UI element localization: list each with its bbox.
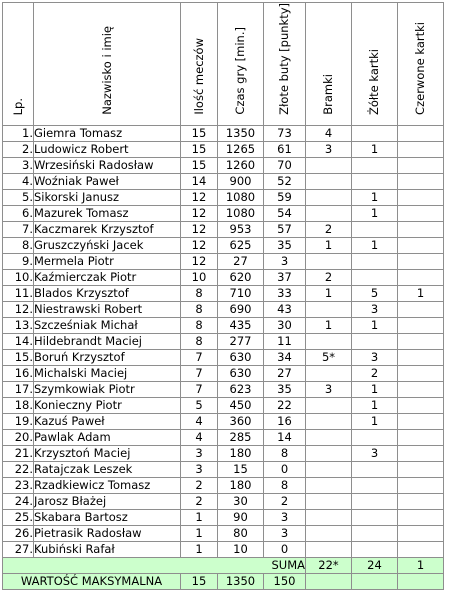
cell-time: 1260 [218,158,264,174]
cell-golden-boots: 61 [264,142,306,158]
cell-player-name: Skabara Bartosz [34,510,181,526]
sum-row [3,558,444,574]
cell-yellow-cards: 1 [352,398,398,414]
cell-goals: 2 [306,270,352,286]
cell-lp: 21. [3,446,34,462]
cell-matches: 1 [181,510,218,526]
cell-player-name: Pietrasik Radosław [34,526,181,542]
cell-red-cards [398,526,444,542]
cell-golden-boots: 73 [264,126,306,142]
cell-player-name: Blados Krzysztof [34,286,181,302]
cell-lp: 4. [3,174,34,190]
cell-lp: 2. [3,142,34,158]
cell-time: 630 [218,350,264,366]
cell-matches: 15 [181,158,218,174]
cell-goals: 1 [306,318,352,334]
cell-golden-boots: 8 [264,478,306,494]
cell-time: 435 [218,318,264,334]
cell-yellow-cards [352,526,398,542]
cell-goals [306,302,352,318]
cell-lp: 19. [3,414,34,430]
cell-player-name: Pawlak Adam [34,430,181,446]
header-name: Nazwisko i imię [34,3,181,126]
cell-time: 1080 [218,206,264,222]
cell-matches: 8 [181,286,218,302]
cell-time: 90 [218,510,264,526]
cell-goals: 5* [306,350,352,366]
max-label: WARTOŚĆ MAKSYMALNA [3,574,181,590]
cell-yellow-cards [352,462,398,478]
cell-red-cards [398,126,444,142]
cell-golden-boots: 52 [264,174,306,190]
cell-goals [306,462,352,478]
cell-yellow-cards: 1 [352,190,398,206]
cell-golden-boots: 35 [264,238,306,254]
cell-lp: 23. [3,478,34,494]
cell-golden-boots: 3 [264,526,306,542]
table-row [3,270,444,286]
max-row [3,574,444,590]
header-time: Czas gry [min.] [218,3,264,126]
cell-yellow-cards [352,270,398,286]
cell-yellow-cards: 1 [352,206,398,222]
cell-goals [306,206,352,222]
cell-red-cards [398,206,444,222]
cell-lp: 6. [3,206,34,222]
cell-matches: 8 [181,334,218,350]
cell-matches: 4 [181,430,218,446]
cell-red-cards [398,478,444,494]
cell-red-cards [398,446,444,462]
cell-lp: 1. [3,126,34,142]
header-matches: Ilość meczów [181,3,218,126]
cell-red-cards [398,542,444,558]
cell-lp: 18. [3,398,34,414]
cell-red-cards [398,318,444,334]
cell-goals [306,366,352,382]
cell-matches: 2 [181,494,218,510]
table-row [3,286,444,302]
cell-red-cards [398,494,444,510]
cell-time: 360 [218,414,264,430]
cell-time: 630 [218,366,264,382]
cell-red-cards [398,382,444,398]
cell-red-cards [398,334,444,350]
cell-matches: 14 [181,174,218,190]
cell-matches: 3 [181,446,218,462]
table-row [3,510,444,526]
cell-matches: 7 [181,350,218,366]
cell-yellow-cards [352,334,398,350]
table-row [3,494,444,510]
cell-goals [306,446,352,462]
table-row [3,158,444,174]
cell-lp: 16. [3,366,34,382]
cell-lp: 7. [3,222,34,238]
table-row [3,414,444,430]
cell-red-cards [398,174,444,190]
cell-player-name: Szymkowiak Piotr [34,382,181,398]
cell-time: 1265 [218,142,264,158]
cell-goals: 1 [306,286,352,302]
table-row [3,446,444,462]
sum-label: SUMA [3,558,306,574]
cell-time: 180 [218,446,264,462]
header-golden-boots: Złote buty [punkty] [264,3,306,126]
table-row [3,238,444,254]
cell-lp: 9. [3,254,34,270]
cell-yellow-cards [352,174,398,190]
cell-red-cards [398,270,444,286]
cell-goals [306,254,352,270]
cell-time: 10 [218,542,264,558]
table-row [3,302,444,318]
cell-matches: 12 [181,238,218,254]
sum-yellow-cards: 24 [352,558,398,574]
cell-golden-boots: 2 [264,494,306,510]
cell-matches: 2 [181,478,218,494]
cell-time: 27 [218,254,264,270]
table-row [3,462,444,478]
cell-lp: 20. [3,430,34,446]
cell-lp: 12. [3,302,34,318]
cell-matches: 3 [181,462,218,478]
player-stats-container [2,2,444,590]
cell-lp: 5. [3,190,34,206]
cell-player-name: Kazuś Paweł [34,414,181,430]
cell-lp: 3. [3,158,34,174]
cell-matches: 12 [181,190,218,206]
cell-goals [306,494,352,510]
cell-golden-boots: 14 [264,430,306,446]
cell-goals: 3 [306,382,352,398]
cell-yellow-cards [352,158,398,174]
cell-lp: 24. [3,494,34,510]
cell-matches: 7 [181,382,218,398]
max-time: 1350 [218,574,264,590]
cell-golden-boots: 35 [264,382,306,398]
table-row [3,190,444,206]
cell-yellow-cards: 3 [352,302,398,318]
table-row [3,206,444,222]
cell-red-cards [398,510,444,526]
cell-matches: 7 [181,366,218,382]
cell-goals [306,526,352,542]
cell-lp: 17. [3,382,34,398]
cell-red-cards: 1 [398,286,444,302]
table-row [3,382,444,398]
cell-golden-boots: 11 [264,334,306,350]
max-empty-red [398,574,444,590]
cell-matches: 1 [181,542,218,558]
cell-red-cards [398,254,444,270]
cell-time: 30 [218,494,264,510]
table-row [3,366,444,382]
table-row [3,222,444,238]
cell-player-name: Mermela Piotr [34,254,181,270]
cell-goals: 2 [306,222,352,238]
max-empty-goals [306,574,352,590]
table-body [3,126,444,558]
cell-lp: 26. [3,526,34,542]
cell-goals: 4 [306,126,352,142]
cell-matches: 12 [181,254,218,270]
cell-player-name: Wrzesiński Radosław [34,158,181,174]
cell-matches: 15 [181,142,218,158]
table-row [3,174,444,190]
cell-goals [306,158,352,174]
cell-time: 180 [218,478,264,494]
cell-matches: 4 [181,414,218,430]
max-golden-boots: 150 [264,574,306,590]
cell-red-cards [398,414,444,430]
table-row [3,126,444,142]
cell-time: 690 [218,302,264,318]
cell-time: 620 [218,270,264,286]
cell-golden-boots: 43 [264,302,306,318]
cell-yellow-cards [352,478,398,494]
cell-time: 450 [218,398,264,414]
cell-golden-boots: 3 [264,254,306,270]
cell-player-name: Niestrawski Robert [34,302,181,318]
cell-golden-boots: 33 [264,286,306,302]
cell-player-name: Rzadkiewicz Tomasz [34,478,181,494]
cell-red-cards [398,462,444,478]
cell-matches: 5 [181,398,218,414]
cell-time: 277 [218,334,264,350]
cell-red-cards [398,238,444,254]
cell-golden-boots: 0 [264,462,306,478]
table-row [3,478,444,494]
cell-time: 625 [218,238,264,254]
sum-goals: 22* [306,558,352,574]
cell-lp: 22. [3,462,34,478]
cell-goals [306,398,352,414]
cell-player-name: Kubiński Rafał [34,542,181,558]
cell-yellow-cards: 3 [352,446,398,462]
player-stats-table [2,2,444,590]
cell-yellow-cards [352,542,398,558]
cell-golden-boots: 8 [264,446,306,462]
max-empty-yellow [352,574,398,590]
cell-matches: 12 [181,222,218,238]
cell-time: 900 [218,174,264,190]
cell-lp: 27. [3,542,34,558]
cell-matches: 8 [181,318,218,334]
cell-yellow-cards [352,494,398,510]
cell-time: 710 [218,286,264,302]
cell-goals [306,414,352,430]
cell-golden-boots: 34 [264,350,306,366]
cell-golden-boots: 54 [264,206,306,222]
cell-yellow-cards: 2 [352,366,398,382]
table-row [3,430,444,446]
cell-goals: 1 [306,238,352,254]
cell-red-cards [398,142,444,158]
cell-player-name: Jarosz Błażej [34,494,181,510]
cell-goals [306,510,352,526]
cell-yellow-cards: 1 [352,382,398,398]
cell-player-name: Kaczmarek Krzysztof [34,222,181,238]
cell-player-name: Kaźmierczak Piotr [34,270,181,286]
cell-yellow-cards: 5 [352,286,398,302]
cell-golden-boots: 22 [264,398,306,414]
cell-lp: 8. [3,238,34,254]
cell-yellow-cards [352,222,398,238]
table-row [3,350,444,366]
header-red-cards: Czerwone kartki [398,3,444,126]
sum-red-cards: 1 [398,558,444,574]
cell-golden-boots: 59 [264,190,306,206]
cell-golden-boots: 27 [264,366,306,382]
table-row [3,398,444,414]
cell-time: 285 [218,430,264,446]
cell-red-cards [398,158,444,174]
cell-goals [306,478,352,494]
cell-player-name: Gruszczyński Jacek [34,238,181,254]
cell-golden-boots: 70 [264,158,306,174]
cell-player-name: Ludowicz Robert [34,142,181,158]
cell-goals [306,542,352,558]
cell-player-name: Sikorski Janusz [34,190,181,206]
cell-red-cards [398,366,444,382]
cell-red-cards [398,190,444,206]
cell-player-name: Ratajczak Leszek [34,462,181,478]
cell-matches: 8 [181,302,218,318]
cell-golden-boots: 30 [264,318,306,334]
cell-time: 953 [218,222,264,238]
cell-golden-boots: 16 [264,414,306,430]
cell-goals: 3 [306,142,352,158]
cell-time: 1350 [218,126,264,142]
cell-lp: 14. [3,334,34,350]
cell-goals [306,430,352,446]
cell-yellow-cards [352,430,398,446]
cell-golden-boots: 37 [264,270,306,286]
cell-player-name: Woźniak Paweł [34,174,181,190]
cell-red-cards [398,398,444,414]
cell-player-name: Szcześniak Michał [34,318,181,334]
cell-lp: 11. [3,286,34,302]
cell-goals [306,334,352,350]
cell-matches: 10 [181,270,218,286]
cell-red-cards [398,302,444,318]
table-row [3,542,444,558]
cell-time: 80 [218,526,264,542]
cell-matches: 12 [181,206,218,222]
table-row [3,318,444,334]
cell-time: 15 [218,462,264,478]
cell-player-name: Boruń Krzysztof [34,350,181,366]
max-matches: 15 [181,574,218,590]
cell-player-name: Krzysztoń Maciej [34,446,181,462]
cell-lp: 13. [3,318,34,334]
table-row [3,254,444,270]
cell-time: 1080 [218,190,264,206]
header-row [3,3,444,126]
cell-goals [306,174,352,190]
cell-lp: 25. [3,510,34,526]
cell-yellow-cards: 1 [352,414,398,430]
cell-yellow-cards: 3 [352,350,398,366]
header-goals: Bramki [306,3,352,126]
cell-yellow-cards: 1 [352,238,398,254]
table-row [3,142,444,158]
cell-yellow-cards: 1 [352,318,398,334]
cell-matches: 15 [181,126,218,142]
cell-yellow-cards [352,254,398,270]
table-row [3,526,444,542]
cell-time: 623 [218,382,264,398]
cell-player-name: Hildebrandt Maciej [34,334,181,350]
header-lp: Lp. [3,3,34,126]
cell-red-cards [398,430,444,446]
cell-golden-boots: 57 [264,222,306,238]
table-row [3,334,444,350]
cell-golden-boots: 3 [264,510,306,526]
cell-golden-boots: 0 [264,542,306,558]
cell-goals [306,190,352,206]
header-yellow-cards: Żółte kartki [352,3,398,126]
cell-player-name: Konieczny Piotr [34,398,181,414]
cell-lp: 10. [3,270,34,286]
cell-red-cards [398,350,444,366]
cell-yellow-cards [352,126,398,142]
cell-player-name: Mazurek Tomasz [34,206,181,222]
cell-red-cards [398,222,444,238]
cell-player-name: Michalski Maciej [34,366,181,382]
cell-yellow-cards [352,510,398,526]
cell-yellow-cards: 1 [352,142,398,158]
cell-lp: 15. [3,350,34,366]
cell-matches: 1 [181,526,218,542]
cell-player-name: Giemra Tomasz [34,126,181,142]
